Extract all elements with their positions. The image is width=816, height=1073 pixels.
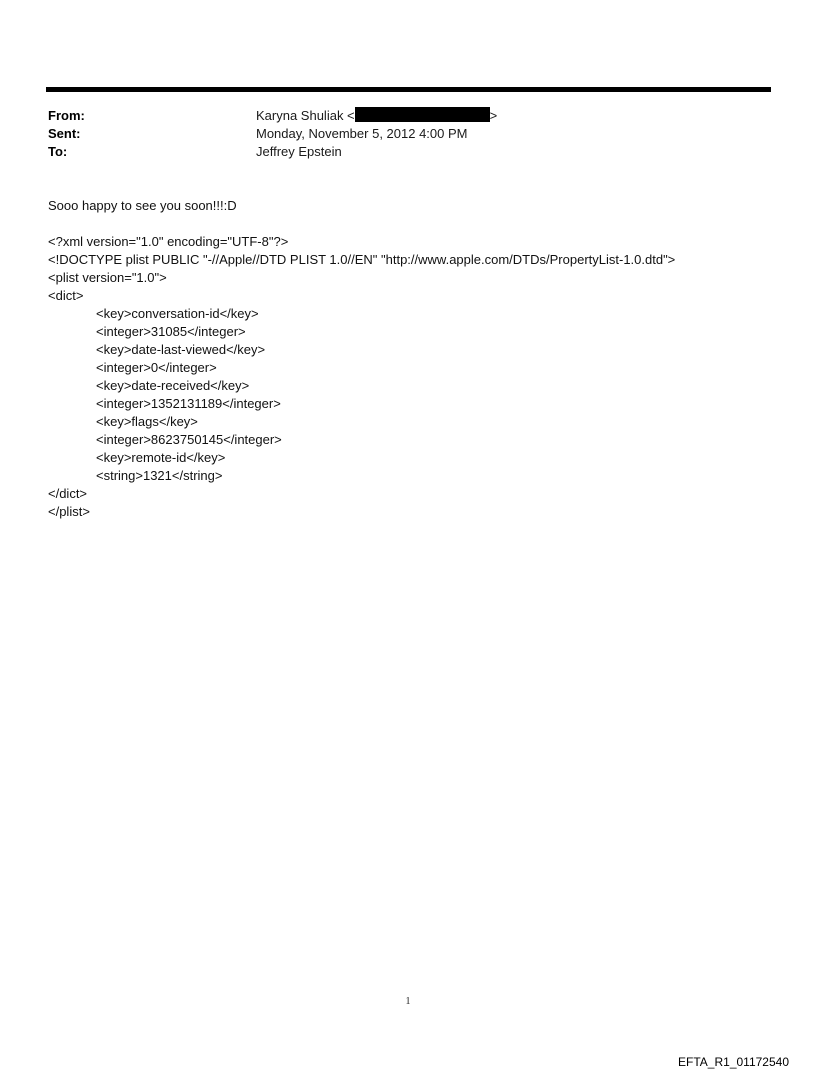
redaction-block: [355, 107, 490, 122]
sent-row: [48, 125, 768, 143]
header-rule: [46, 87, 771, 92]
page-number: 1: [405, 996, 411, 1007]
sender-email-close: >: [489, 108, 498, 123]
plist-entry-line: <key>conversation-id</key>: [96, 306, 259, 321]
to-value: Jeffrey Epstein: [256, 144, 342, 159]
plist-entry-line: <integer>1352131189</integer>: [96, 396, 281, 411]
dict-close-line: </dict>: [48, 486, 88, 501]
email-body: [48, 197, 778, 521]
sender-name: Karyna Shuliak <: [256, 108, 355, 123]
sent-value: Monday, November 5, 2012 4:00 PM: [256, 126, 468, 141]
email-header: [48, 107, 768, 161]
plist-entry-line: <string>1321</string>: [96, 468, 223, 483]
plist-entry-line: <integer>31085</integer>: [96, 324, 246, 339]
greeting-line: Sooo happy to see you soon!!!:D: [48, 198, 237, 213]
xml-declaration-line: <?xml version="1.0" encoding="UTF-8"?>: [48, 234, 289, 249]
from-value: [256, 107, 497, 125]
plist-entry-line: <key>date-last-viewed</key>: [96, 342, 266, 357]
document-id: EFTA_R1_01172540: [678, 1055, 789, 1069]
plist-entry-line: <key>flags</key>: [96, 414, 198, 429]
plist-entry-line: <key>remote-id</key>: [96, 450, 226, 465]
from-label: From:: [48, 108, 85, 123]
plist-close-line: </plist>: [48, 504, 90, 519]
to-label: To:: [48, 144, 68, 159]
plist-entry-line: <integer>8623750145</integer>: [96, 432, 282, 447]
to-row: [48, 143, 768, 161]
doctype-line: <!DOCTYPE plist PUBLIC "-//Apple//DTD PLIST 1.0//EN" "http://www.apple.com/DTDs/PropertyList-1.0.dtd">: [48, 252, 676, 267]
sent-label: Sent:: [48, 126, 81, 141]
from-row: [48, 107, 768, 125]
plist-entry-line: <integer>0</integer>: [96, 360, 217, 375]
dict-open-line: <dict>: [48, 288, 84, 303]
plist-entry-line: <key>date-received</key>: [96, 378, 250, 393]
plist-open-line: <plist version="1.0">: [48, 270, 167, 285]
